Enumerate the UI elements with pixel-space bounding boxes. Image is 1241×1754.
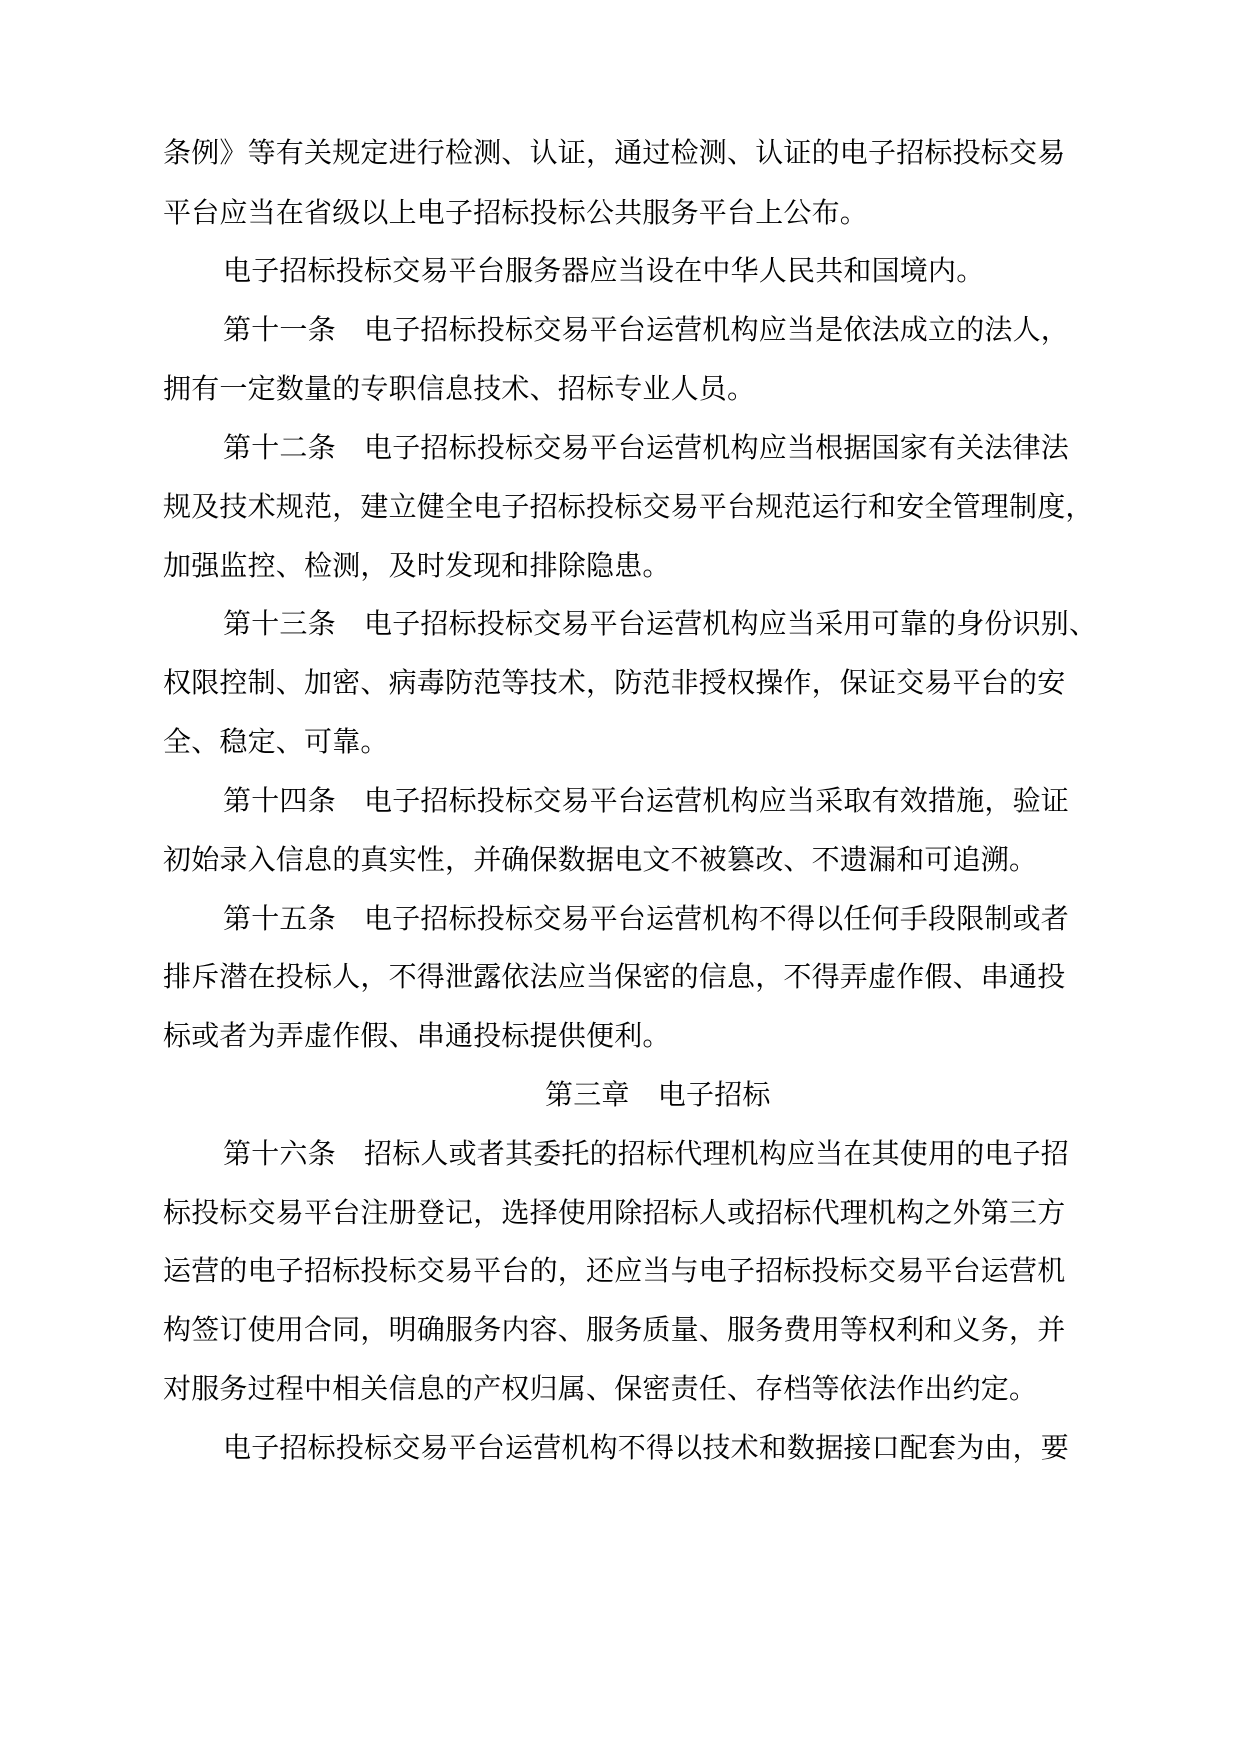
article-16-line: 第十六条 招标人或者其委托的招标代理机构应当在其使用的电子招 — [223, 1137, 1070, 1170]
body-text-line: 构签订使用合同，明确服务内容、服务质量、服务费用等权利和义务，并 — [163, 1313, 1066, 1346]
body-text-line: 排斥潜在投标人，不得泄露依法应当保密的信息，不得弄虚作假、串通投 — [163, 960, 1066, 993]
body-text-line: 拥有一定数量的专职信息技术、招标专业人员。 — [163, 372, 756, 405]
body-text-line: 平台应当在省级以上电子招标投标公共服务平台上公布。 — [163, 196, 869, 229]
body-text-line: 条例》等有关规定进行检测、认证，通过检测、认证的电子招标投标交易 — [163, 136, 1066, 169]
body-text-line: 初始录入信息的真实性，并确保数据电文不被篡改、不遗漏和可追溯。 — [163, 843, 1038, 876]
article-12-line: 第十二条 电子招标投标交易平台运营机构应当根据国家有关法律法 — [223, 431, 1070, 464]
body-text-line: 标投标交易平台注册登记，选择使用除招标人或招标代理机构之外第三方 — [163, 1196, 1066, 1229]
body-text-line: 全、稳定、可靠。 — [163, 725, 389, 758]
body-text-line: 权限控制、加密、病毒防范等技术，防范非授权操作，保证交易平台的安 — [163, 666, 1066, 699]
body-text-line: 对服务过程中相关信息的产权归属、保密责任、存档等依法作出约定。 — [163, 1372, 1038, 1405]
body-text-line: 加强监控、检测，及时发现和排除隐患。 — [163, 549, 671, 582]
paragraph-start-line: 电子招标投标交易平台服务器应当设在中华人民共和国境内。 — [223, 254, 985, 287]
article-14-line: 第十四条 电子招标投标交易平台运营机构应当采取有效措施，验证 — [223, 784, 1070, 817]
body-text-line: 标或者为弄虚作假、串通投标提供便利。 — [163, 1019, 671, 1052]
article-13-line: 第十三条 电子招标投标交易平台运营机构应当采用可靠的身份识别、 — [223, 607, 1098, 640]
paragraph-start-line: 电子招标投标交易平台运营机构不得以技术和数据接口配套为由，要 — [223, 1431, 1070, 1464]
article-15-line: 第十五条 电子招标投标交易平台运营机构不得以任何手段限制或者 — [223, 902, 1070, 935]
article-11-line: 第十一条 电子招标投标交易平台运营机构应当是依法成立的法人， — [223, 313, 1070, 346]
body-text-line: 规及技术规范，建立健全电子招标投标交易平台规范运行和安全管理制度， — [163, 490, 1094, 523]
body-text-line: 运营的电子招标投标交易平台的，还应当与电子招标投标交易平台运营机 — [163, 1254, 1066, 1287]
chapter-heading: 第三章 电子招标 — [545, 1078, 771, 1111]
